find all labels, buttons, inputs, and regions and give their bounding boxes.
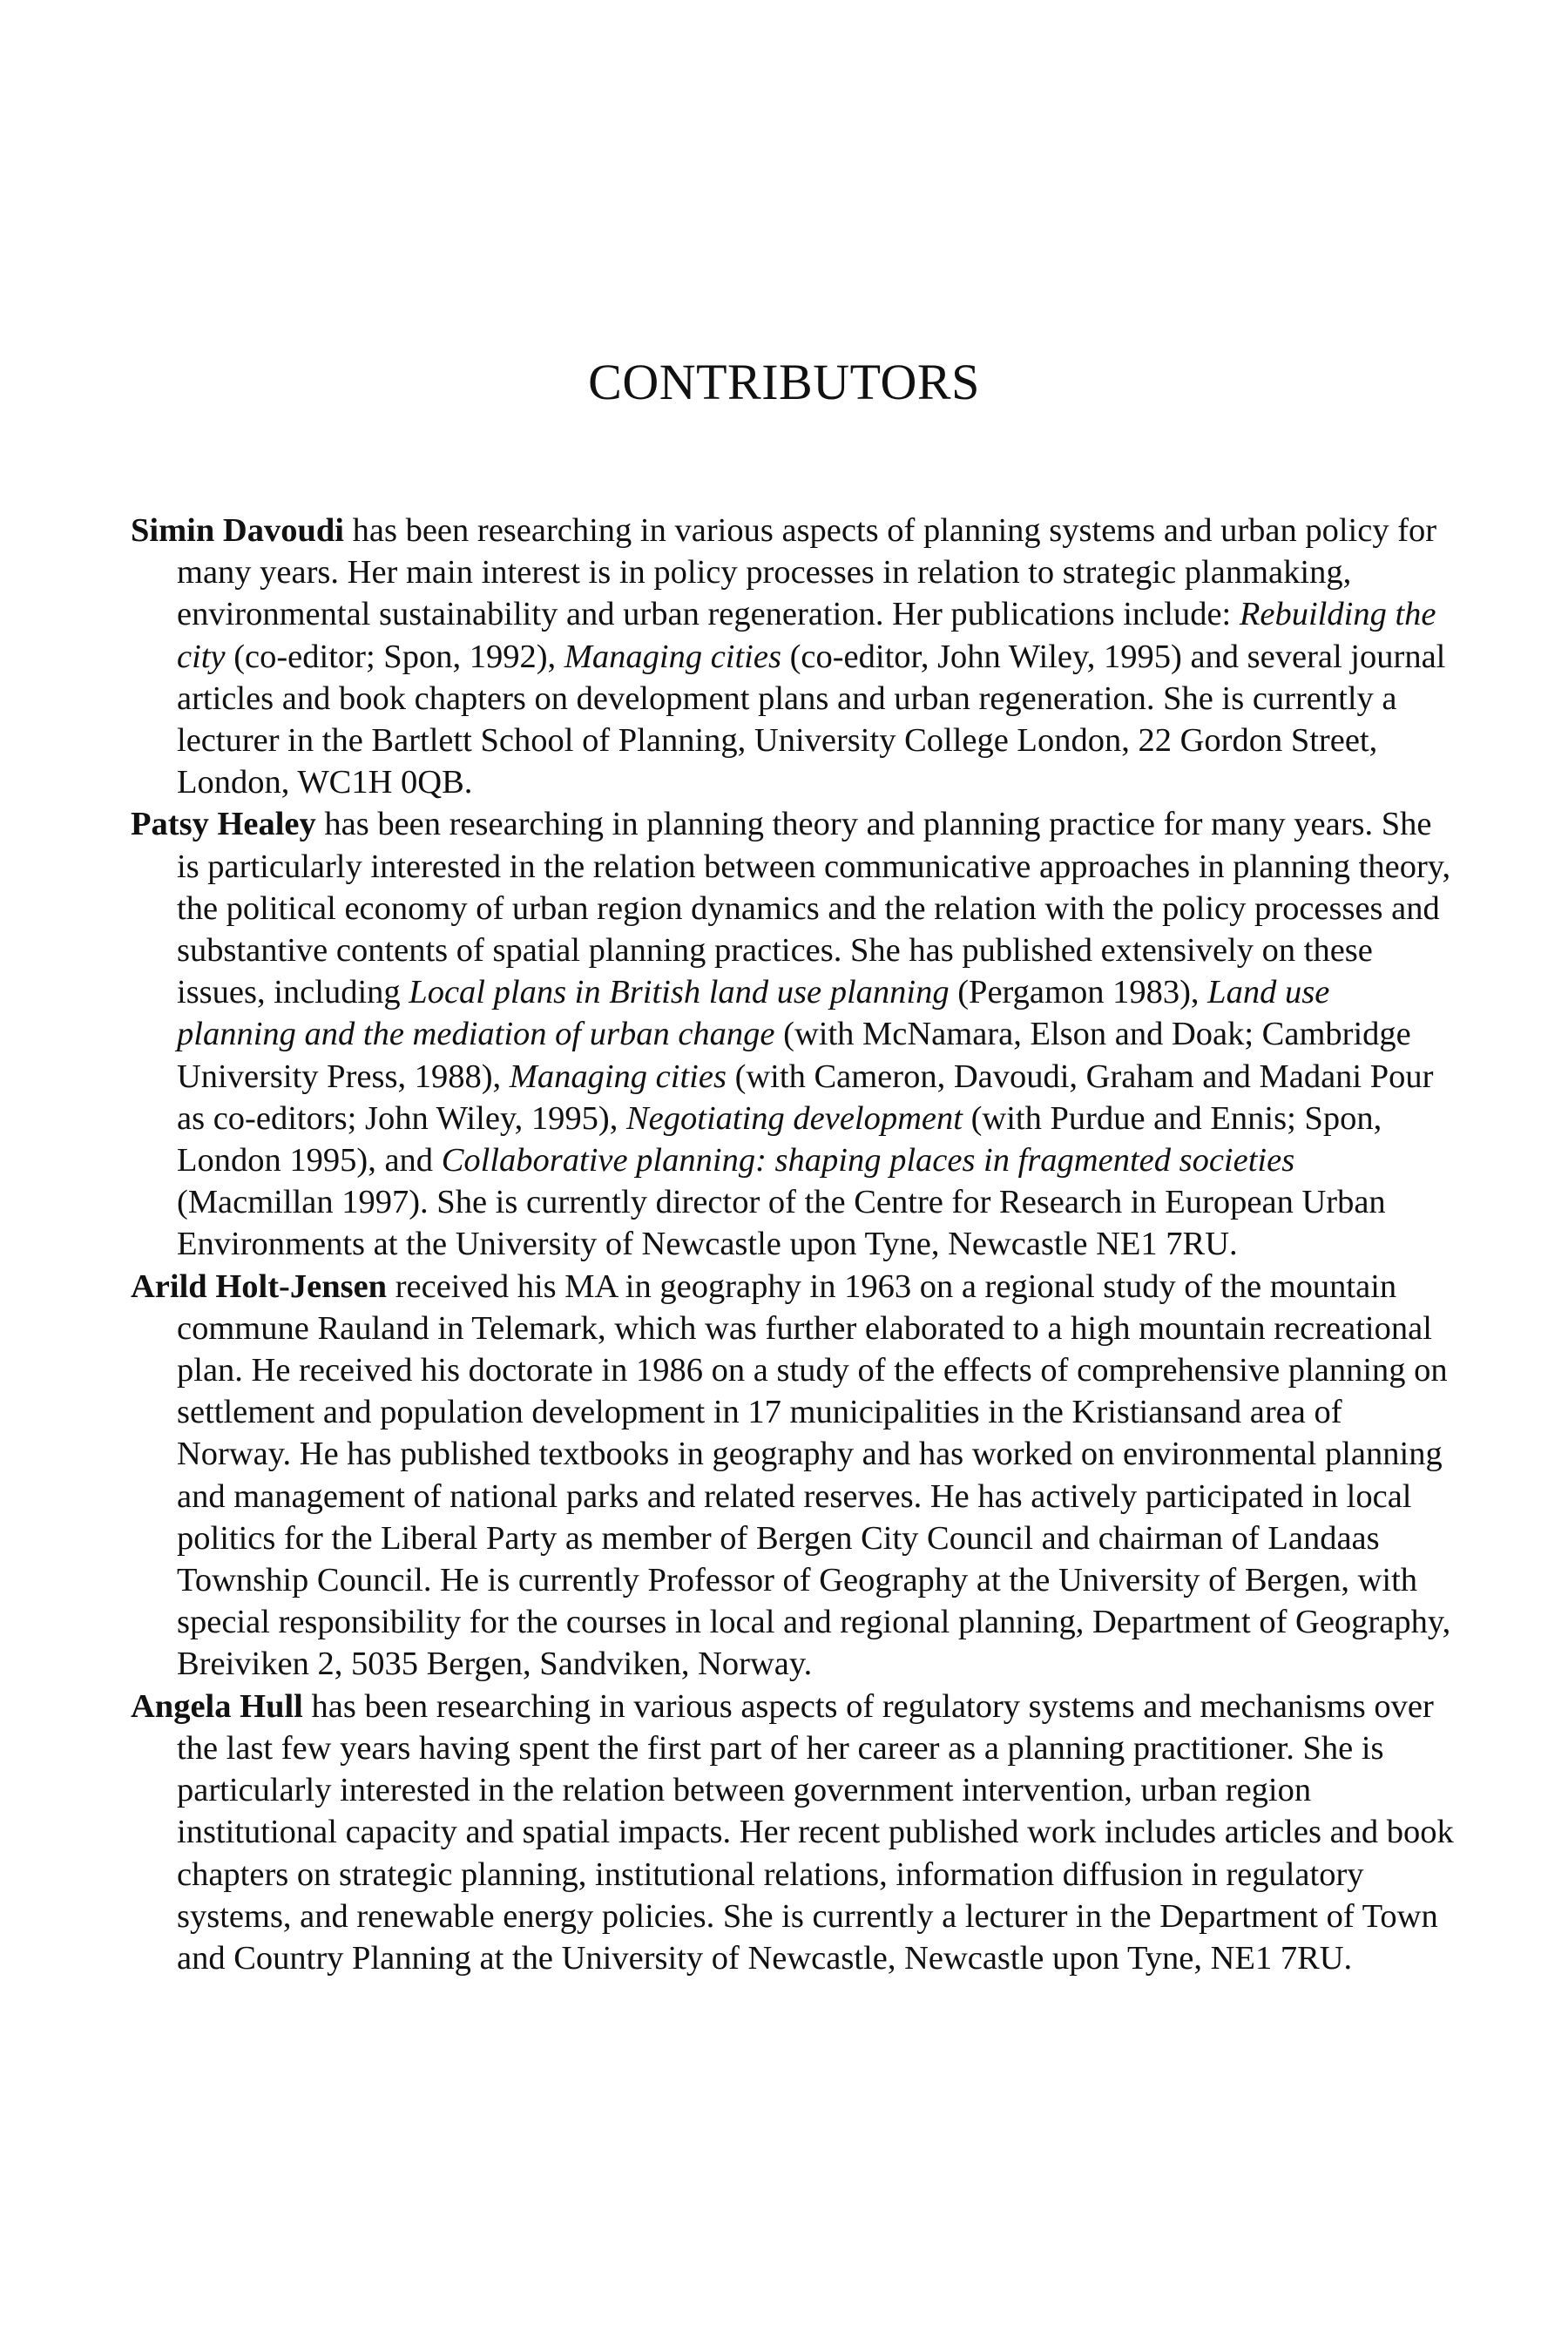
contributor-name: Angela Hull [131,1687,303,1725]
publication-title: Local plans in British land use planning [409,974,950,1011]
contributor-entry [131,510,1455,803]
contributors-list [131,510,1455,1979]
contributor-entry [131,803,1455,1265]
bio-text: (co-editor; Spon, 1992), [225,638,564,675]
contributor-name: Simin Davoudi [131,512,344,549]
publication-title: Managing cities [564,638,781,675]
bio-text: has been researching in various aspects of planning systems and urban policy for many years. Her main interest is in policy processes in relation to strategic planmaking, environmental sustainability and urban regeneration. Her publications include: [177,512,1437,633]
publication-title: Rebuilding the city [177,596,1436,675]
publication-title: Land use planning and the mediation of urban change [177,974,1330,1053]
bio-text: has been researching in planning theory and planning practice for many years. She is particularly interested in the relation between communicative approaches in planning theory, the political economy of urban region dynamics and the relation with the policy processes and substantive contents of spatial planning practices. She has published extensively on these issues, including [177,806,1451,1011]
bio-text: (Pergamon 1983), [949,974,1208,1011]
contributor-entry [131,1686,1455,1979]
publication-title: Collaborative planning: shaping places in fragmented societies [441,1142,1295,1179]
contributor-name: Arild Holt-Jensen [131,1267,388,1305]
bio-text: has been researching in various aspects of regulatory systems and mechanisms over the last few years having spent the first part of her career as a planning practitioner. She is particularly interested in the relation between government intervention, urban region institutional capacity and spatial impacts. Her recent published work includes articles and book chapters on strategic planning, institutional relations, information diffusion in regulatory systems, and renewable energy policies. She is currently a lecturer in the Department of Town and Country Planning at the University of Newcastle, Newcastle upon Tyne, NE1 7RU. [177,1687,1454,1977]
contributor-name: Patsy Healey [131,806,316,843]
bio-text: (with Cameron, Davoudi, Graham and Madani Pour as co-editors; John Wiley, 1995), [177,1058,1434,1137]
publication-title: Negotiating development [625,1099,963,1137]
bio-text: received his MA in geography in 1963 on a regional study of the mountain commune Rauland in Telemark, which was further elaborated to a high mountain recreational plan. He received his doctorate in 1986 on a study of the effects of comprehensive planning on settlement and population development in 17 municipalities in the Kristiansand area of Norway. He has published textbooks in geography and has worked on environmental planning and management of national parks and related reserves. He has actively participated in local politics for the Liberal Party as member of Bergen City Council and chairman of Landaas Township Council. He is currently Professor of Geography at the University of Bergen, with special responsibility for the courses in local and regional planning, Department of Geography, Breiviken 2, 5035 Bergen, Sandviken, Norway. [177,1267,1451,1683]
bio-text: (with Purdue and Ennis; Spon, London 1995), and [177,1099,1382,1179]
bio-text: (Macmillan 1997). She is currently director of the Centre for Research in European Urban Environments at the University of Newcastle upon Tyne, Newcastle NE1 7RU. [177,1184,1386,1263]
page-title: CONTRIBUTORS [588,354,980,410]
contributor-entry [131,1266,1455,1686]
publication-title: Managing cities [509,1058,727,1095]
bio-text: (with McNamara, Elson and Doak; Cambridge University Press, 1988), [177,1016,1411,1095]
bio-text: (co-editor, John Wiley, 1995) and several journal articles and book chapters on development plans and urban regeneration. She is currently a lecturer in the Bartlett School of Planning, University College London, 22 Gordon Street, London, WC1H 0QB. [177,638,1446,801]
